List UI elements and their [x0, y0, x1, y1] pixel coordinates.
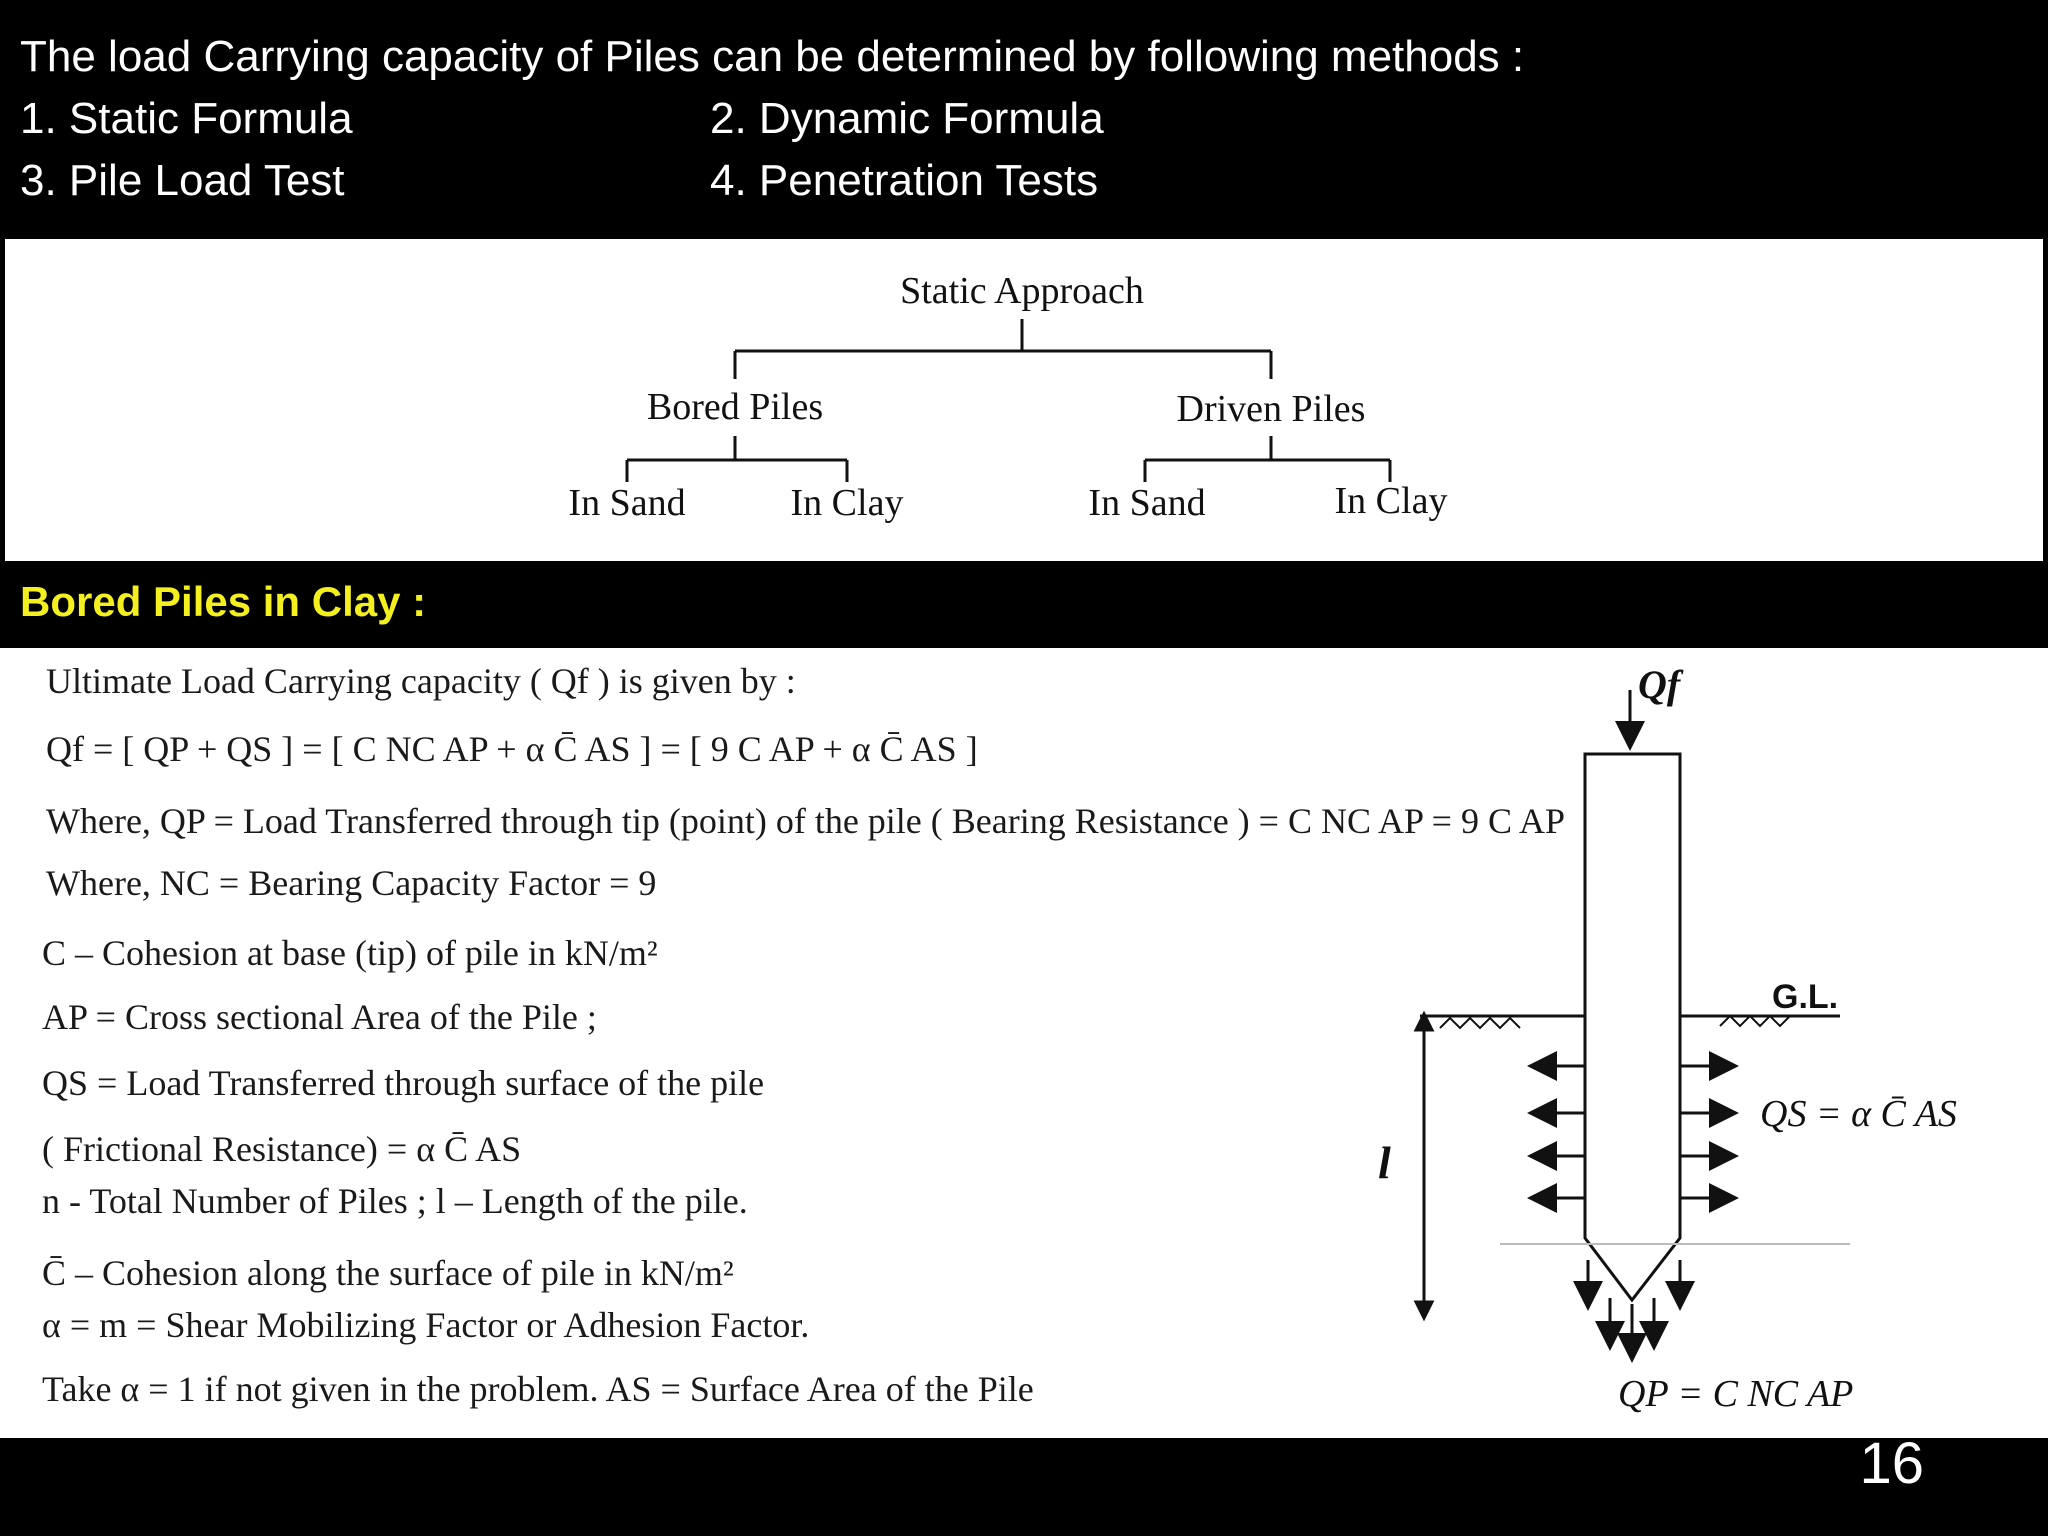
- formula-line: C – Cohesion at base (tip) of pile in kN/m²: [42, 933, 658, 973]
- formula-line: Ultimate Load Carrying capacity ( Qf ) is given by :: [46, 661, 796, 701]
- formula-line: Qf = [ QP + QS ] = [ C NC AP + α C̄ AS ] = [ 9 C AP + α C̄ AS ]: [46, 729, 978, 769]
- tree-driven-piles: Driven Piles: [1176, 388, 1366, 430]
- page-number: 16: [1859, 1431, 1924, 1496]
- tree-bored-clay: In Clay: [790, 482, 904, 524]
- tree-driven-clay: In Clay: [1334, 480, 1448, 522]
- pile-diagram: [1380, 648, 2048, 1438]
- formula-line: Take α = 1 if not given in the problem. AS = Surface Area of the Pile: [42, 1369, 1034, 1409]
- tree-driven-sand: In Sand: [1088, 482, 1206, 524]
- method-item: 4. Penetration Tests: [710, 156, 1099, 205]
- tree-root: Static Approach: [900, 270, 1144, 312]
- formula-line: C̄ – Cohesion along the surface of pile in kN/m²: [42, 1253, 734, 1293]
- method-item: 2. Dynamic Formula: [710, 94, 1104, 143]
- diagram-tip-resistance-label: QP = C NC AP: [1618, 1373, 1854, 1415]
- method-item: 3. Pile Load Test: [20, 156, 345, 205]
- pile-body: [1585, 754, 1680, 1300]
- formula-line: Where, NC = Bearing Capacity Factor = 9: [46, 863, 657, 903]
- formula-line: α = m = Shear Mobilizing Factor or Adhesion Factor.: [42, 1305, 810, 1345]
- formula-line: Where, QP = Load Transferred through tip (point) of the pile ( Bearing Resistance ) = C NC AP = 9 C AP: [46, 801, 1566, 841]
- diagram-skin-friction-label: QS = α C̄ AS: [1760, 1093, 1957, 1135]
- formula-line: QS = Load Transferred through surface of the pile: [42, 1063, 765, 1103]
- formula-line: n - Total Number of Piles ; l – Length of the pile.: [42, 1181, 748, 1221]
- method-item: 1. Static Formula: [20, 94, 353, 143]
- formula-panel: [0, 648, 2048, 1438]
- section-heading: Bored Piles in Clay :: [20, 578, 427, 625]
- diagram-length-label: l: [1378, 1137, 1391, 1188]
- diagram-ground-label: G.L.: [1772, 978, 1839, 1016]
- formula-line: AP = Cross sectional Area of the Pile ;: [42, 997, 597, 1037]
- static-approach-tree: [5, 239, 2043, 561]
- formula-line: ( Frictional Resistance) = α C̄ AS: [42, 1129, 522, 1169]
- diagram-load-label: Qf: [1638, 662, 1681, 707]
- tree-bored-sand: In Sand: [568, 482, 686, 524]
- tree-bored-piles: Bored Piles: [646, 386, 824, 428]
